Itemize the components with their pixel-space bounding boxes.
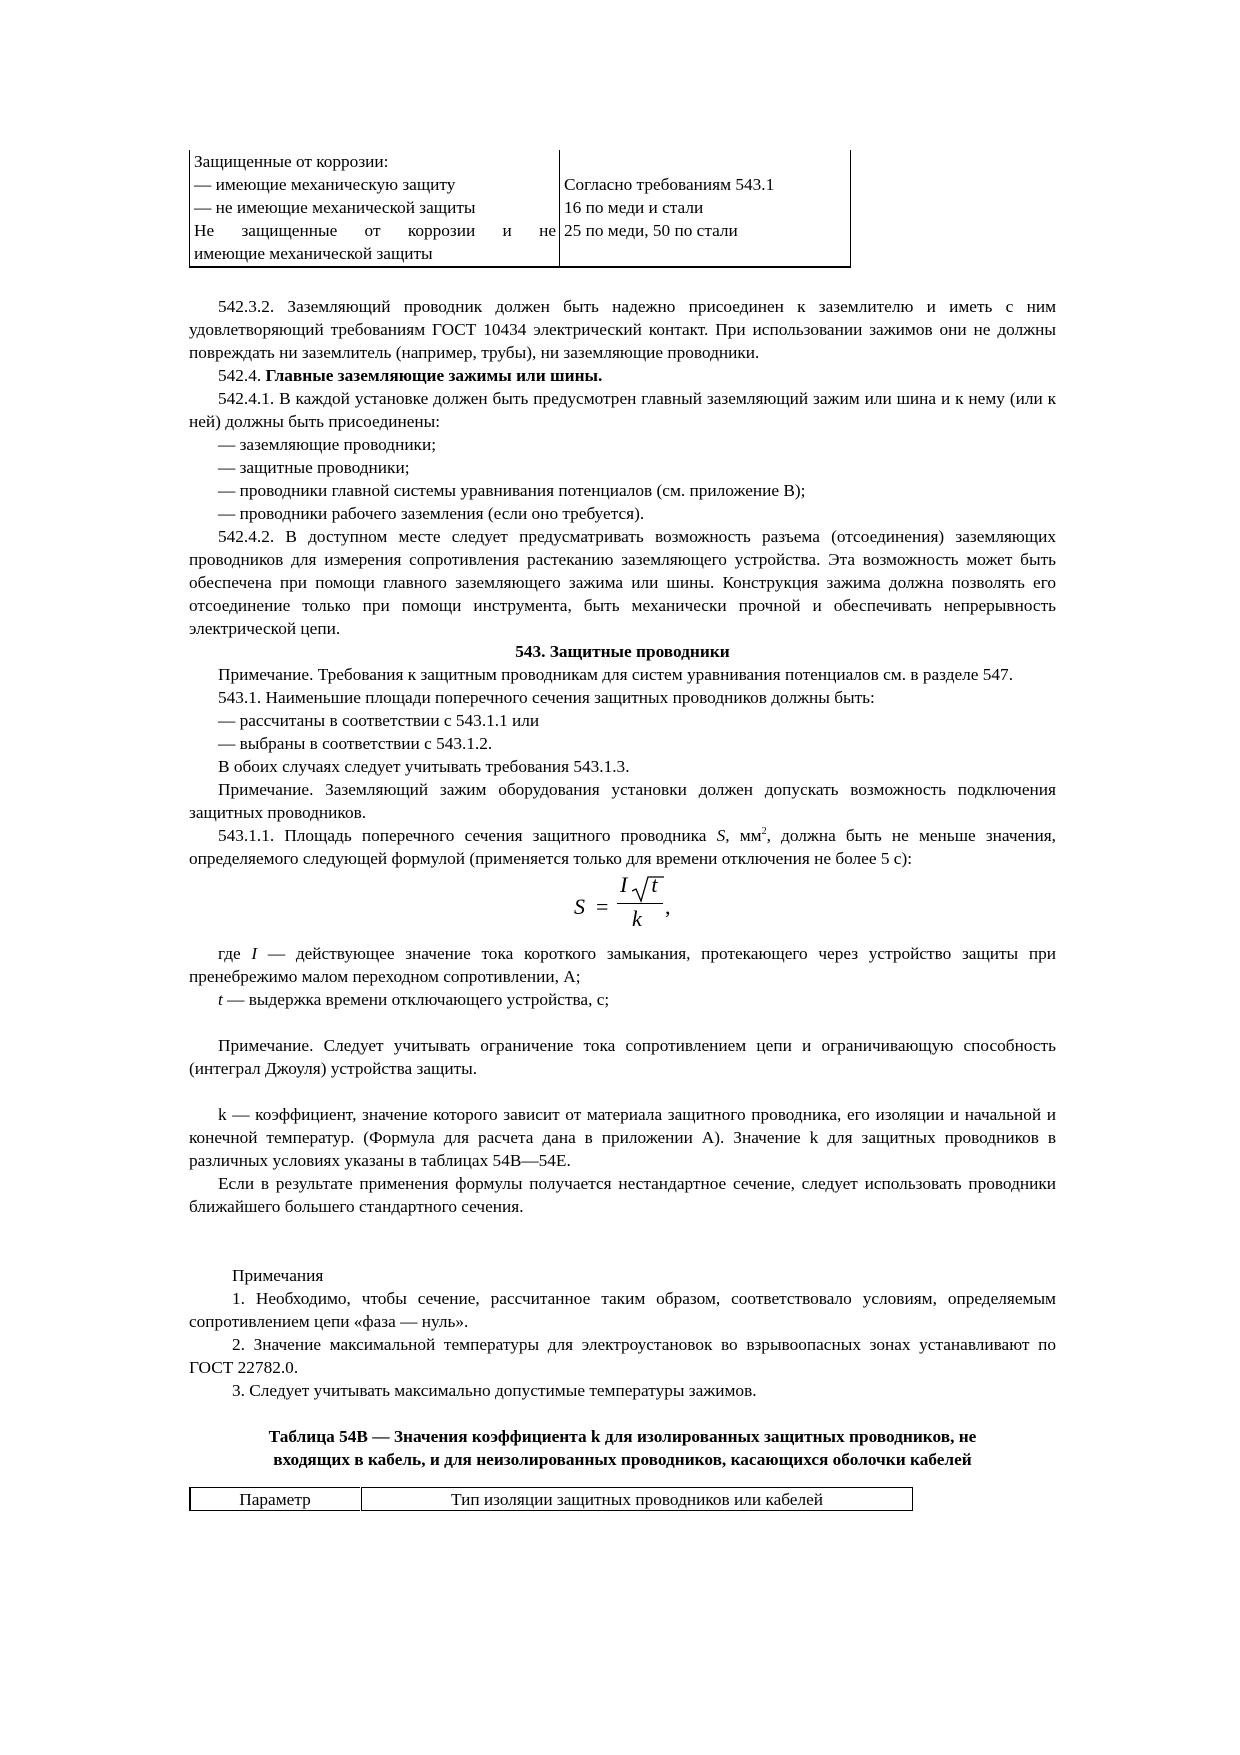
table-border-right bbox=[850, 150, 851, 268]
clause-heading: Главные заземляющие зажимы или шины. bbox=[265, 366, 603, 385]
note-543: Примечание. Требования к защитным проводникам для систем уравнивания потенциалов см. в разделе 547. bbox=[218, 665, 1014, 684]
section-heading-text: 543. Защитные проводники bbox=[515, 642, 730, 661]
paragraph-k: k — коэффициент, значение которого зависит от материала защитного проводника, его изоляции и начальной и конечной температур. (Формула для расчета дана в приложении А). Значение k для защитных проводников в различных условиях указаны в таблицах 54В—54Е. bbox=[189, 1105, 1056, 1170]
table-54v-header bbox=[189, 1487, 919, 1511]
note-item: 2. Значение максимальной температуры для электроустановок во взрывоопасных зонах устанавливают по ГОСТ 22782.0. bbox=[189, 1335, 1056, 1377]
list-item: — проводники рабочего заземления (если оно требуется). bbox=[218, 504, 645, 523]
fraction-bar bbox=[617, 903, 663, 904]
table-right-column bbox=[564, 173, 849, 242]
notes-title: Примечания bbox=[232, 1266, 324, 1285]
variable-s: S bbox=[716, 826, 726, 845]
list-item: — заземляющие проводники; bbox=[218, 435, 437, 454]
text-run: где bbox=[218, 944, 252, 963]
table-border-middle bbox=[559, 150, 560, 268]
section-heading-543 bbox=[189, 640, 1056, 663]
text-run: — выдержка времени отключающего устройства, с; bbox=[222, 990, 610, 1009]
sqrt-sign-icon bbox=[632, 875, 666, 903]
table-header-insulation-type: Тип изоляции защитных проводников или кабелей bbox=[361, 1487, 913, 1511]
table-cell: 16 по меди и стали bbox=[564, 198, 704, 217]
document-page bbox=[189, 150, 1056, 1511]
list-item: — рассчитаны в соответствии с 543.1.1 или bbox=[218, 711, 540, 730]
paragraph-nonstandard: Если в результате применения формулы получается нестандартное сечение, следует использовать проводники ближайшего большего стандартного сечения. bbox=[189, 1174, 1056, 1216]
table-cell: Согласно требованиям 543.1 bbox=[564, 175, 775, 194]
table-cell: — имеющие механическую защиту bbox=[194, 175, 456, 194]
where-i bbox=[189, 942, 1056, 988]
table-border-bottom bbox=[189, 266, 851, 268]
text-run: , мм bbox=[725, 826, 762, 845]
list-item: — выбраны в соответствии с 543.1.2. bbox=[218, 734, 493, 753]
superscript: 2 bbox=[761, 826, 767, 838]
list-item: — проводники главной системы уравнивания потенциалов (см. приложение В); bbox=[218, 481, 806, 500]
text-run: , должна быть не меньше значения, определяемого следующей формулой (применяется только для времени отключения не более 5 с): bbox=[189, 826, 1057, 868]
text-run: 543.1.1. Площадь поперечного сечения защитного проводника bbox=[218, 826, 717, 845]
table-border-left bbox=[189, 150, 190, 268]
clause-number: 542.4. bbox=[218, 366, 262, 385]
table-cell: Не защищенные от коррозии и не bbox=[194, 221, 556, 240]
formula bbox=[189, 873, 1056, 939]
note-item: 3. Следует учитывать максимально допустимые температуры зажимов. bbox=[232, 1381, 757, 1400]
table-cell: 25 по меди, 50 по стали bbox=[564, 221, 738, 240]
table-title-line: Таблица 54В — Значения коэффициента k для изолированных защитных проводников, не bbox=[268, 1427, 977, 1446]
list-item: — защитные проводники; bbox=[218, 458, 410, 477]
table-54v-title bbox=[189, 1425, 1056, 1471]
note-joule: Примечание. Следует учитывать ограничение тока сопротивлением цепи и ограничивающую способность (интеграл Джоуля) устройства защиты. bbox=[189, 1036, 1056, 1078]
table-header-parameter: Параметр bbox=[189, 1487, 360, 1511]
paragraph-542-4 bbox=[189, 364, 1056, 387]
formula-lhs: S bbox=[574, 894, 585, 919]
paragraph-542-3-2: 542.3.2. Заземляющий проводник должен быть надежно присоединен к заземлителю и иметь с ним удовлетворяющий требованиям ГОСТ 10434 электрический контакт. При использовании зажимов они не должны повреждать ни заземлитель (например, трубы), ни заземляющие проводники. bbox=[189, 297, 1056, 362]
table-cell: имеющие механической защиты bbox=[194, 244, 433, 263]
paragraph-542-4-2: 542.4.2. В доступном месте следует предусматривать возможность разъема (отсоединения) заземляющих проводников для измерения сопротивления растеканию заземляющего устройства. Эта возможность может быть обеспечена при помощи главного заземляющего зажима или шины. Конструкция зажима должна позволять его отсоединение только при помощи инструмента, быть механически прочной и обеспечивать непрерывность электрической цепи. bbox=[189, 527, 1056, 638]
note-clamp: Примечание. Заземляющий зажим оборудования установки должен допускать возможность подключения защитных проводников. bbox=[189, 780, 1056, 822]
variable-t: t bbox=[218, 990, 223, 1009]
table-cell: — не имеющие механической защиты bbox=[194, 198, 476, 217]
notes-block bbox=[189, 1264, 1056, 1402]
formula-equals: = bbox=[596, 894, 609, 919]
variable-i: I bbox=[251, 944, 258, 963]
paragraph-542-4-1: 542.4.1. В каждой установке должен быть предусмотрен главный заземляющий зажим или шина и к нему (или к ней) должны быть присоединены: bbox=[189, 389, 1056, 431]
formula-var-i: I bbox=[620, 872, 628, 897]
paragraph-543-1-1 bbox=[189, 824, 1056, 870]
paragraph-both-cases: В обоих случаях следует учитывать требования 543.1.3. bbox=[218, 757, 630, 776]
text-run: — действующее значение тока короткого замыкания, протекающего через устройство защиты при пренебрежимо малом переходном сопротивлении, А; bbox=[189, 944, 1056, 986]
table-title-line: входящих в кабель, и для неизолированных проводников, касающихся оболочки кабелей bbox=[273, 1450, 972, 1469]
table-left-column bbox=[194, 150, 556, 265]
formula-comma: , bbox=[665, 894, 671, 919]
table-cell: Защищенные от коррозии: bbox=[194, 152, 389, 171]
formula-var-t: t bbox=[651, 872, 658, 897]
formula-denominator: k bbox=[632, 906, 642, 931]
where-t bbox=[189, 988, 1056, 1011]
paragraph-543-1: 543.1. Наименьшие площади поперечного сечения защитных проводников должны быть: bbox=[218, 688, 875, 707]
note-item: 1. Необходимо, чтобы сечение, рассчитанное таким образом, соответствовало условиям, определяемым сопротивлением цепи «фаза — нуль». bbox=[189, 1289, 1056, 1331]
conductor-section-table bbox=[189, 150, 852, 268]
